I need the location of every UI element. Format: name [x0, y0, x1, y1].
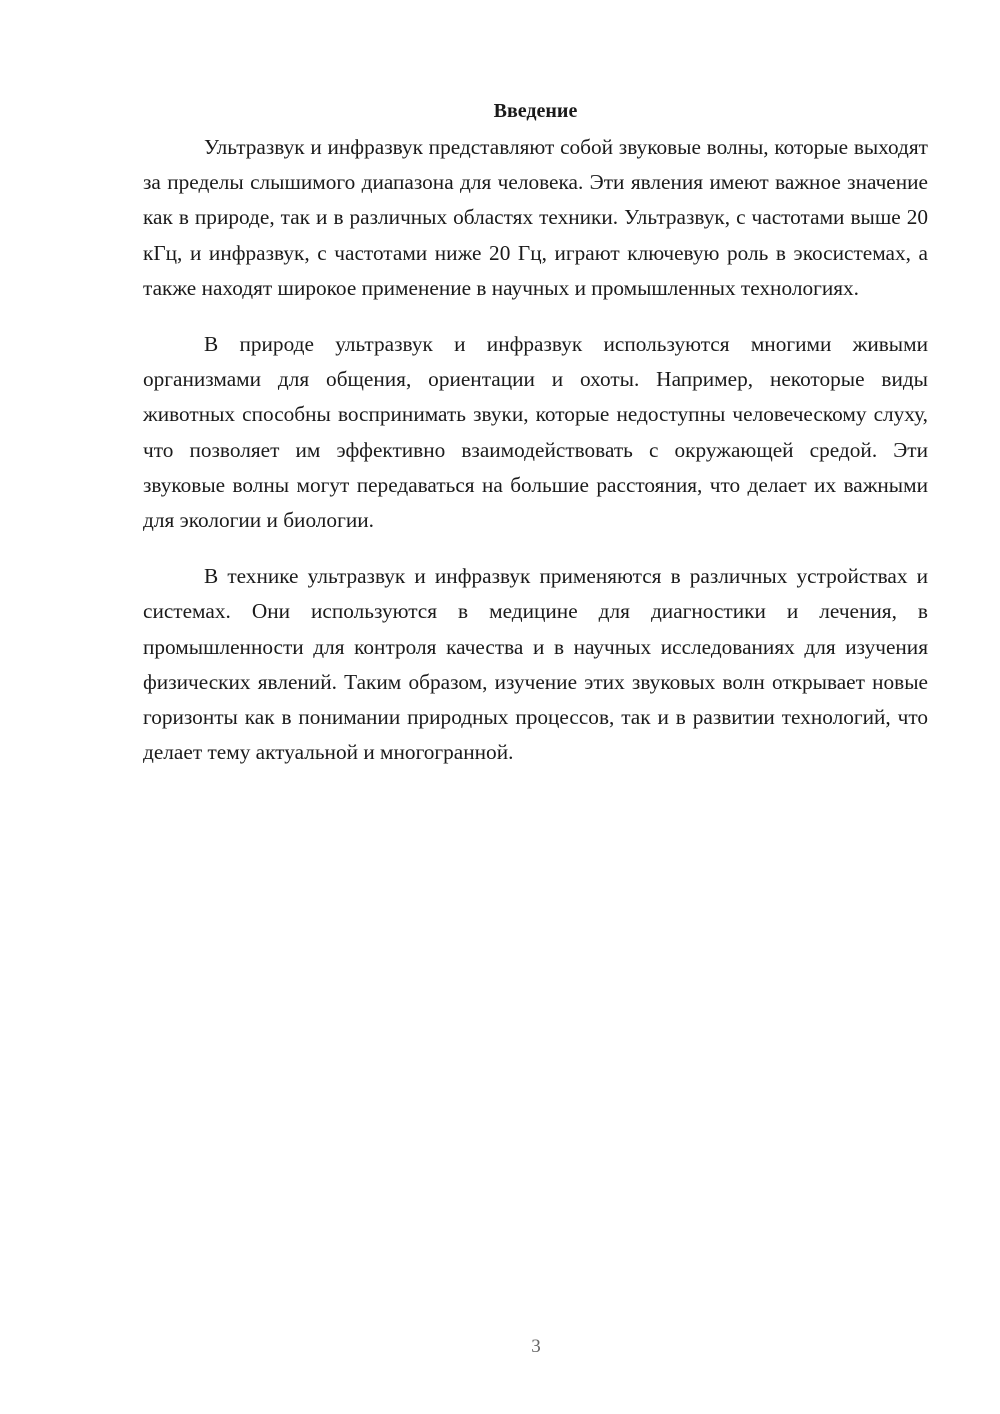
- paragraph-3: В технике ультразвук и инфразвук применяются в различных устройствах и системах. Они используются в медицине для диагностики и лечения, в промышленности для контроля качества и в научных исследованиях для изучения физических явлений. Таким образом, изучение этих звуковых волн открывает новые горизонты как в понимании природных процессов, так и в развитии технологий, что делает тему актуальной и многогранной.: [143, 564, 928, 765]
- paragraph-2: В природе ультразвук и инфразвук используются многими живыми организмами для общения, ориентации и охоты. Например, некоторые виды животных способны воспринимать звуки, которые недоступны человеческому слуху, что позволяет им эффективно взаимодействовать с окружающей средой. Эти звуковые волны могут передаваться на большие расстояния, что делает их важными для экологии и биологии.: [143, 332, 928, 533]
- page-title: Введение: [493, 100, 578, 122]
- paragraph-1: Ультразвук и инфразвук представляют собой звуковые волны, которые выходят за пределы слышимого диапазона для человека. Эти явления имеют важное значение как в природе, так и в различных областях техники. Ультразвук, с частотами выше 20 кГц, и инфразвук, с частотами ниже 20 Гц, играют ключевую роль в экосистемах, а также находят широкое применение в научных и промышленных технологиях.: [143, 135, 928, 300]
- page-content: [143, 96, 928, 791]
- page-number: 3: [531, 1336, 541, 1357]
